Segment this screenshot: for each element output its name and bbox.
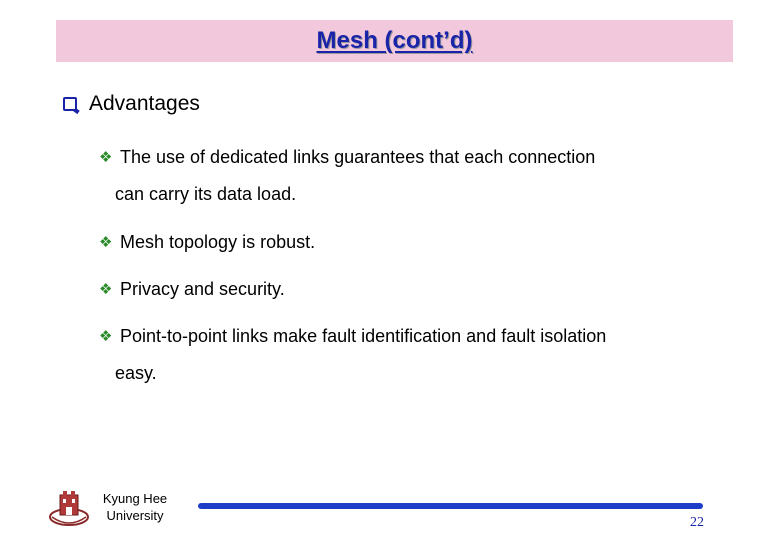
university-seal-icon — [48, 489, 90, 527]
page-number: 22 — [690, 515, 704, 530]
diamond-bullet-icon: ❖ — [99, 149, 113, 166]
q-bullet-icon — [63, 97, 77, 111]
bullet-text: Mesh topology is robust. — [120, 232, 316, 252]
diamond-bullet-icon: ❖ — [99, 328, 113, 345]
bullet-text-continuation: can carry its data load. — [115, 184, 297, 204]
university-name-line2: University — [106, 508, 164, 523]
bullet-item — [99, 271, 729, 308]
bullet-text-continuation: easy. — [115, 363, 157, 383]
title-bar — [56, 20, 733, 62]
bullet-text: Privacy and security. — [120, 279, 285, 299]
heading-text: Advantages — [89, 92, 200, 115]
bullet-item — [99, 318, 729, 392]
diamond-bullet-icon: ❖ — [99, 234, 113, 251]
university-name — [94, 490, 176, 524]
footer-accent-line — [198, 503, 703, 509]
bullet-item — [99, 139, 729, 213]
bullet-text: Point-to-point links make fault identification and fault isolation — [120, 326, 607, 346]
university-name-line1: Kyung Hee — [102, 491, 168, 506]
advantages-heading — [63, 91, 200, 117]
slide-title: Mesh (cont’d) — [316, 27, 473, 54]
diamond-bullet-icon: ❖ — [99, 281, 113, 298]
bullet-text: The use of dedicated links guarantees that each connection — [120, 147, 596, 167]
bullet-item — [99, 224, 729, 261]
